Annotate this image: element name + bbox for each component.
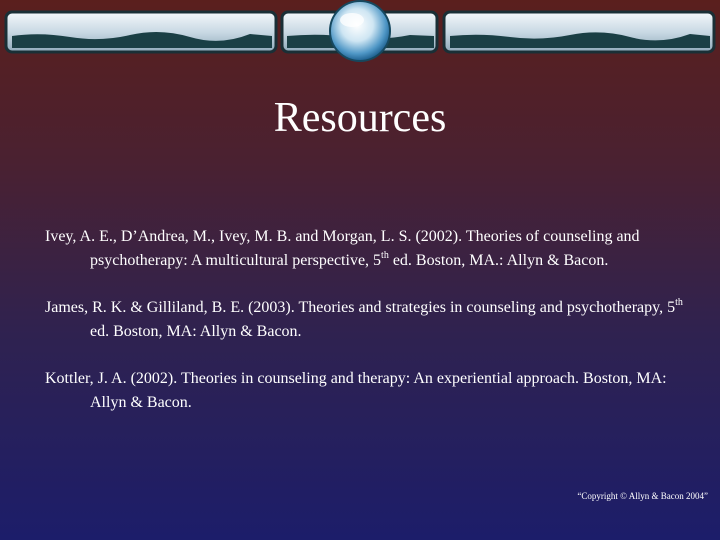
- references-list: [45, 225, 695, 438]
- reference-ivey-superscript: th: [381, 249, 389, 261]
- reference-ivey-text: Ivey, A. E., D’Andrea, M., Ivey, M. B. and Morgan, L. S. (2002). Theories of counseling and psychotherapy: A multicultural perspective, 5: [45, 228, 640, 269]
- copyright-notice: “Copyright © Allyn & Bacon 2004”: [577, 491, 708, 501]
- left-banner-bar: [6, 12, 276, 52]
- reference-james-superscript: th: [675, 296, 683, 308]
- right-banner-bar: [444, 12, 714, 52]
- reference-ivey-text-end: ed. Boston, MA.: Allyn & Bacon.: [388, 252, 609, 269]
- reference-james: [45, 296, 695, 344]
- decorative-header-banner: [0, 0, 720, 72]
- reference-ivey: [45, 225, 695, 273]
- globe-icon: [330, 1, 390, 61]
- reference-kottler: Kottler, J. A. (2002). Theories in counseling and therapy: An experiential approach. Boston, MA: Allyn & Bacon.: [45, 370, 667, 411]
- reference-james-text-end: ed. Boston, MA: Allyn & Bacon.: [90, 323, 302, 340]
- reference-james-text: James, R. K. & Gilliland, B. E. (2003). Theories and strategies in counseling and psychotherapy, 5: [45, 299, 676, 316]
- slide-title: Resources: [273, 95, 447, 141]
